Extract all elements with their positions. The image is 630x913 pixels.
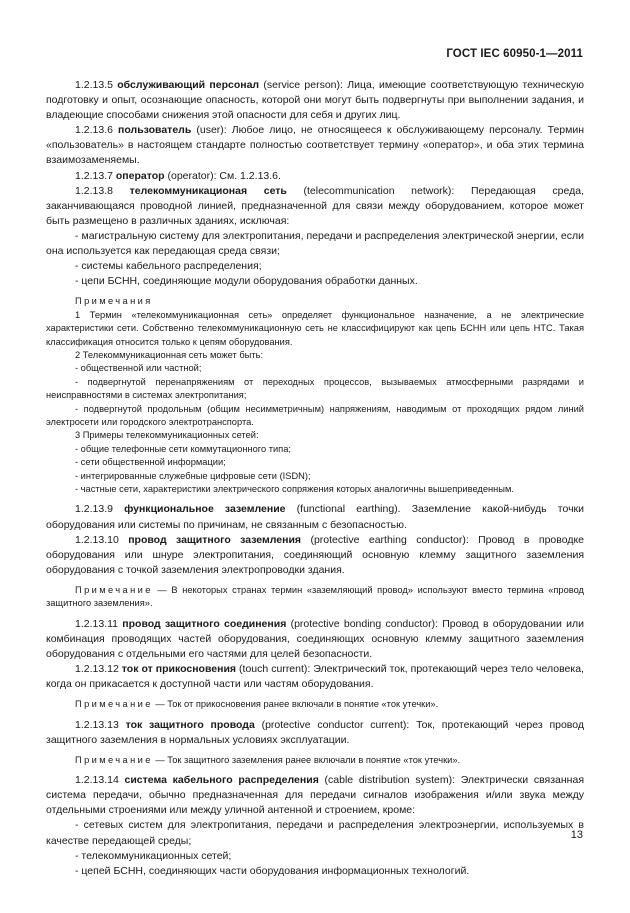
note-touch-current: Примечание — Ток от прикосновения ранее включали в понятие «ток утечки». xyxy=(75,699,439,710)
list-item: - цепи БСНН, соединяющие модули оборудования обработки данных. xyxy=(75,275,418,288)
note-item: - подвергнутой продольным (общим несимметричным) напряжениям, наводимым от проходящих рядом линий электросети или городского электротранспорта. xyxy=(46,403,584,427)
page-content xyxy=(46,78,584,879)
clause-1-2-13-5: 1.2.13.5 обслуживающий персонал (service person): Лица, имеющие соответствующую техническую подготовку и опыт, осознающие опасность, которой они могут быть подвергнуты при выполнении задания, и владеющие способами снижения этой опасности для себя и других лиц. xyxy=(46,79,584,122)
note-item: - интегрированные служебные цифровые сети (ISDN); xyxy=(75,470,311,481)
clause-1-2-13-8: 1.2.13.8 телекоммуникационая сеть (telecommunication network): Передающая среда, заканчивающаяся проводной линией, предназначенной для связи между оборудованием, которое может быть размещено в различных зданиях, исключая: xyxy=(46,184,585,227)
note-item: - подвергнутой перенапряжениям от переходных процессов, вызываемых атмосферными разрядами и неисправностями в системах электропитания; xyxy=(46,376,584,401)
clause-1-2-13-14: 1.2.13.14 система кабельного распределения (cable distribution system): Электрически связанная система передачи, обычно предназначенная для передачи сигналов изображения и/или звука между отдельными строениями или между уличной антенной и строением, кроме: xyxy=(46,774,585,817)
clause-1-2-13-11: 1.2.13.11 провод защитного соединения (protective bonding conductor): Провод в оборудовании или комбинация проводящих частей оборудования, соединяющих основную клемму защитного заземления оборудования с отдельными его частями для целей безопасности. xyxy=(46,617,584,660)
notes-title: Примечания xyxy=(75,296,153,307)
clause-1-2-13-6: 1.2.13.6 пользователь (user): Любое лицо, не относящееся к обслуживающему персоналу. Термин «пользователь» в настоящем стандарте полностью соответствует термину «оператор», и оба этих термина взаимозаменяемы. xyxy=(46,124,585,167)
clause-1-2-13-7: 1.2.13.7 оператор (operator): См. 1.2.13.6. xyxy=(75,169,281,182)
list-item: - сетевых систем для электропитания, передачи и распределения электроэнергии, используемых в качестве передающей среды; xyxy=(46,819,584,847)
note-item: - сети общественной информации; xyxy=(75,457,226,468)
note-item: 2 Телекоммуникационная сеть может быть: xyxy=(75,349,264,360)
clause-1-2-13-12: 1.2.13.12 ток от прикосновения (touch current): Электрический ток, протекающий через тело человека, когда он прикасается к доступной части или частям оборудования. xyxy=(46,662,584,691)
list-item: - магистральную систему для электропитания, передачи и распределения электрической энергии, если она используется как передающая среда связи; xyxy=(46,229,584,258)
note-item: 1 Термин «телекоммуникационная сеть» определяет функциональное назначение, а не электрические характеристики сети. Собственно телекоммуникационную сеть не классифицируют как цепь БСНН или цепь НТС. Такая классификация относится только к цепям оборудования. xyxy=(46,309,584,347)
standard-header: ГОСТ IEC 60950-1—2011 xyxy=(446,48,583,60)
clause-1-2-13-13: 1.2.13.13 ток защитного провода (protective conductor current): Ток, протекающий через провод защитного заземления в нормальных условиях эксплуатации. xyxy=(46,718,585,746)
clause-1-2-13-10: 1.2.13.10 провод защитного заземления (protective earthing conductor): Провод в проводке оборудования или шнуре электропитания, соединяющий основную клемму защитного заземления оборудования с точкой заземления электропроводки здания. xyxy=(46,533,585,576)
note-earthing-conductor: Примечание — В некоторых странах термин «заземляющий провод» используют вместо термина «провод защитного заземления». xyxy=(46,584,584,609)
note-conductor-current: Примечание — Ток защитного заземления ранее включали в понятие «ток утечки». xyxy=(75,754,461,765)
list-item: - телекоммуникационных сетей; xyxy=(75,849,232,862)
note-item: - общественной или частной; xyxy=(75,363,202,374)
clause-1-2-13-9: 1.2.13.9 функциональное заземление (functional earthing). Заземление какой-нибудь точки оборудования или системы по причинам, не связанным с безопасностью. xyxy=(46,503,584,531)
list-item: - цепей БСНН, соединяющих части оборудования информационных технологий. xyxy=(75,864,470,877)
list-item: - системы кабельного распределения; xyxy=(75,260,262,273)
note-item: - частные сети, характеристики электрического сопряжения которых аналогичны вышеприведенным. xyxy=(75,484,514,494)
note-item: - общие телефонные сети коммутационного типа; xyxy=(75,443,291,454)
page-number: 13 xyxy=(570,829,583,841)
note-item: 3 Примеры телекоммуникационных сетей: xyxy=(75,430,259,441)
